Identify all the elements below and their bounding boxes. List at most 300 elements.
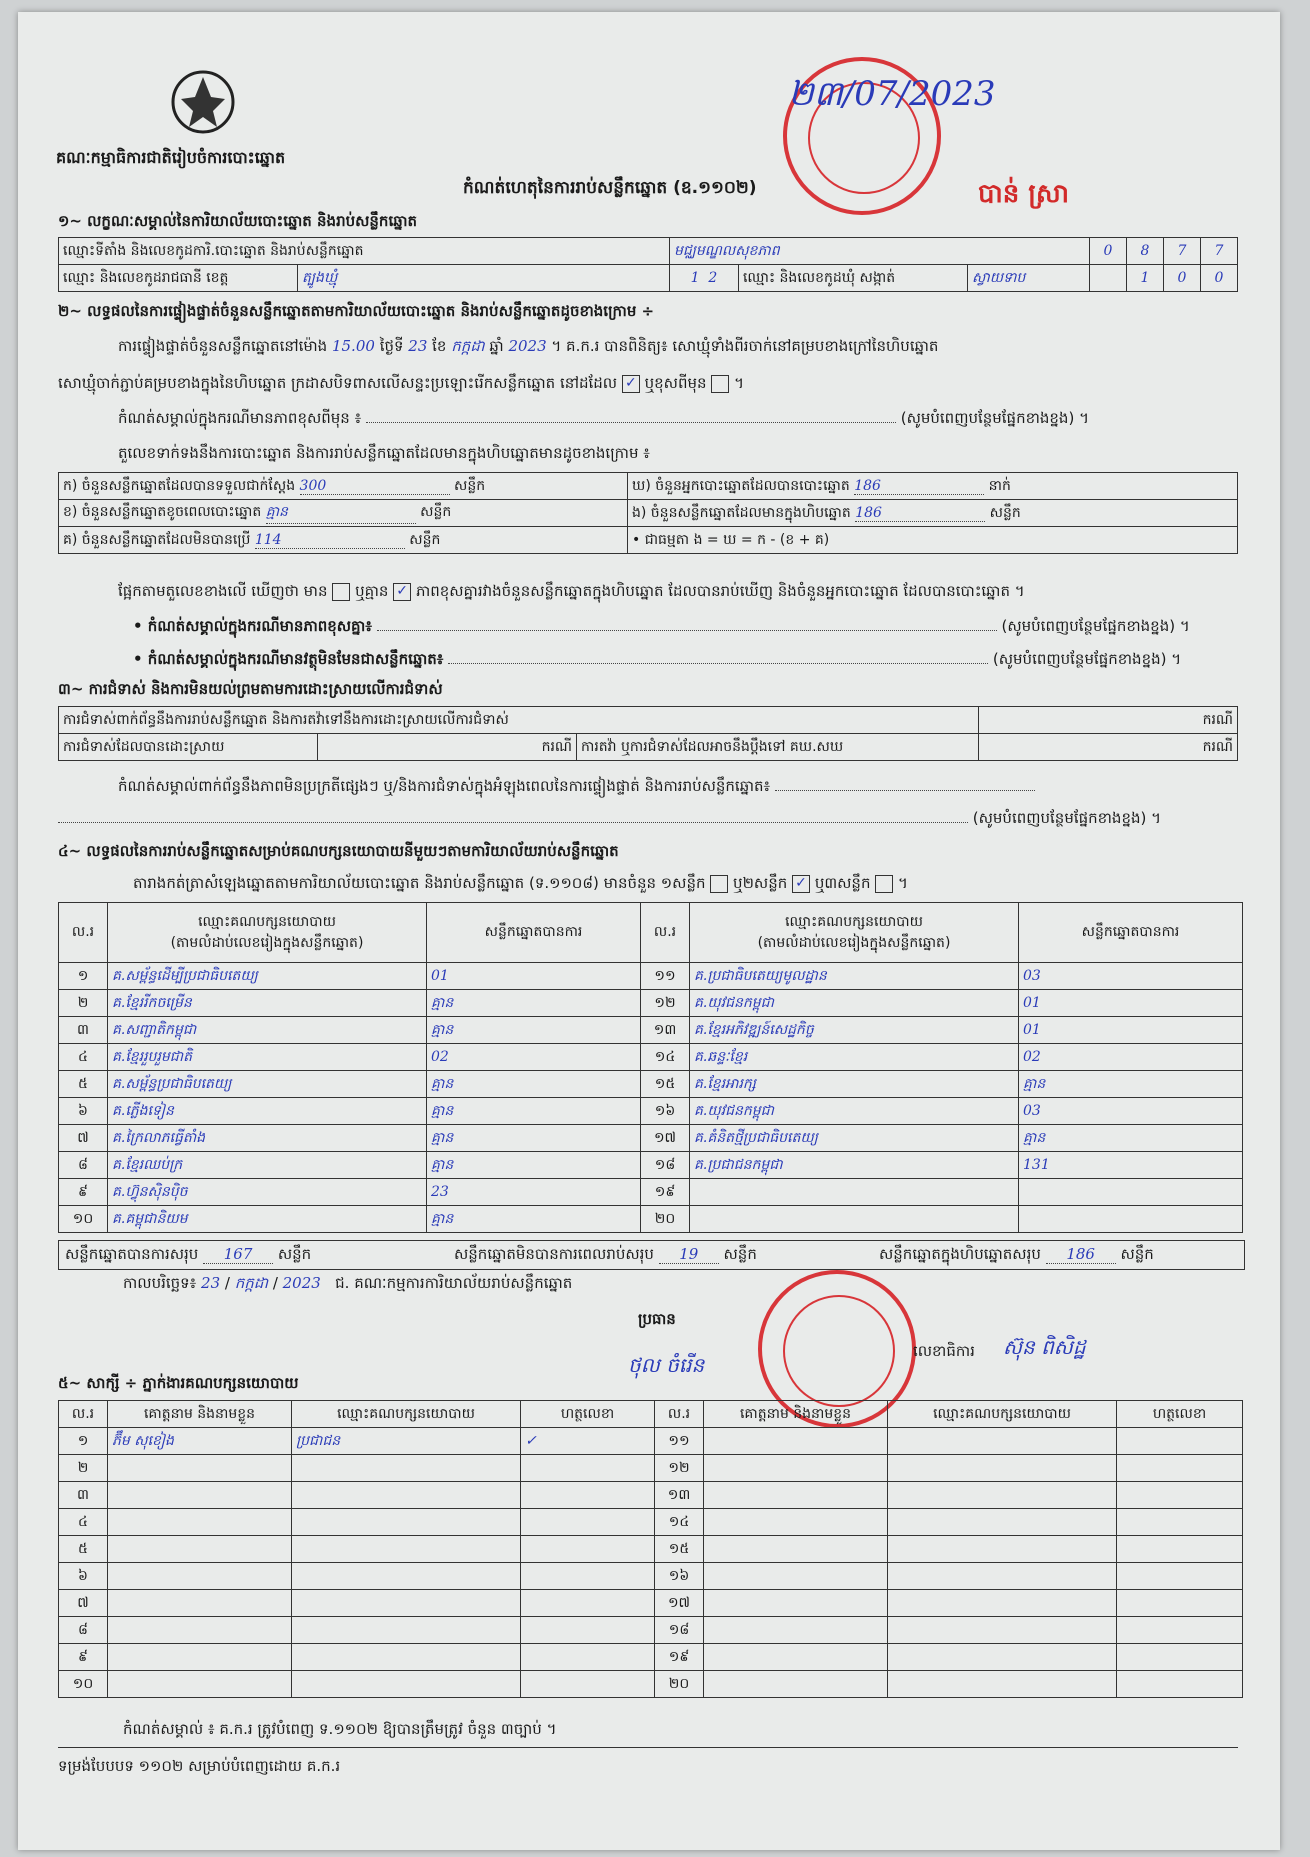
party-name[interactable]: គ.គម្ពុជានិយម — [108, 1206, 427, 1233]
same-checkbox[interactable]: ✓ — [622, 375, 640, 393]
s2-row-a-unit: សន្លឹក — [454, 477, 486, 494]
s2-month[interactable]: កក្កដា — [451, 337, 485, 355]
s2-p5-b: ឬគ្មាន — [355, 582, 389, 600]
party-number: ១៣ — [641, 1017, 690, 1044]
witness-party[interactable] — [888, 1455, 1117, 1482]
party-votes[interactable]: គ្មាន — [1019, 1071, 1243, 1098]
nec-emblem-icon — [163, 67, 243, 137]
s2-b1: • កំណត់សម្គាល់ក្នុងករណីមានភាពខុសគ្នា៖ — [133, 617, 372, 635]
witness-name[interactable] — [704, 1536, 888, 1563]
party-number: ២០ — [641, 1206, 690, 1233]
s2-row-c-value[interactable]: 114 — [255, 532, 405, 549]
witness-name[interactable] — [108, 1671, 292, 1698]
s1-commune-code-3[interactable]: 0 — [1201, 265, 1238, 292]
party-name[interactable]: គ.ប្រជាធិបតេយ្យមូលដ្ឋាន — [690, 963, 1019, 990]
s4-date-label: កាលបរិច្ឆេទ៖ — [123, 1274, 197, 1292]
party-number: ៦ — [59, 1098, 108, 1125]
witness-party[interactable] — [888, 1536, 1117, 1563]
table-row — [59, 1563, 1243, 1590]
witness-number: ១៩ — [655, 1644, 704, 1671]
s3-r2a-case[interactable]: ករណី — [318, 734, 577, 761]
s4-date-row: កាលបរិច្ឆេទ៖ 23 / កក្កដា / 2023 ជ. គណៈកម្មការការិយាល័យរាប់សន្លឹកឆ្នោត — [123, 1274, 573, 1292]
party-votes[interactable]: គ្មាន — [427, 1125, 641, 1152]
table-row — [59, 1590, 1243, 1617]
party-name[interactable]: គ.សម្ព័ន្ធប្រជាធិបតេយ្យ — [108, 1071, 427, 1098]
table-row — [59, 990, 1243, 1017]
s5-footnote: កំណត់សម្គាល់ ៖ គ.ក.រ ត្រូវបំពេញ ទ.១១០២ ឱ្យបានត្រឹមត្រូវ ចំនួន ៣ច្បាប់ ។ — [123, 1720, 557, 1738]
party-number: ៥ — [59, 1071, 108, 1098]
witness-signature[interactable] — [521, 1455, 655, 1482]
committee-name: គណៈកម្មាធិការជាតិរៀបចំការបោះឆ្នោត — [56, 148, 286, 167]
party-votes[interactable]: គ្មាន — [427, 1152, 641, 1179]
witness-number: ៥ — [59, 1536, 108, 1563]
witness-party[interactable] — [888, 1590, 1117, 1617]
s2-row-e-label: ង) ចំនួនសន្លឹកឆ្នោតដែលមានក្នុងហិបឆ្នោត — [632, 504, 851, 521]
s4-total-invalid-group — [454, 1245, 757, 1267]
s4-col-party-left — [108, 903, 427, 963]
s4-opt3: ឬ៣សន្លឹក — [814, 874, 871, 892]
s1-prov-code-1: 1 — [690, 270, 700, 286]
footer-form-label: ទម្រង់បែបបទ ១១០២ សម្រាប់បំពេញដោយ គ.ក.រ — [58, 1757, 341, 1775]
s2-row-e-unit: សន្លឹក — [989, 504, 1021, 521]
witness-name[interactable] — [704, 1644, 888, 1671]
s2-time[interactable]: 15.00 — [331, 337, 375, 355]
witness-party[interactable] — [292, 1482, 521, 1509]
s1-prov-code[interactable] — [669, 265, 738, 292]
s4-total-box[interactable]: 186 — [1046, 1245, 1116, 1264]
table-row — [59, 1536, 1243, 1563]
table-row — [59, 1482, 1243, 1509]
witness-name[interactable] — [108, 1590, 292, 1617]
section4-heading: ៤~ លទ្ធផលនៃការរាប់សន្លឹកឆ្នោតសម្រាប់គណបក្សនយោបាយនីមួយៗតាមការិយាល័យរាប់សន្លឹកឆ្នោត — [58, 842, 619, 860]
has-difference-checkbox[interactable] — [332, 583, 350, 601]
table-row — [59, 1152, 1243, 1179]
s3-note-line2-row — [58, 809, 1238, 831]
s2-row-b-label: ខ) ចំនួនសន្លឹកឆ្នោតខូចពេលបោះឆ្នោត — [63, 504, 262, 520]
s2-p2: សោឃ្មុំចាក់ភ្ជាប់គម្របខាងក្នុងនៃហិបឆ្នោត ក្រដាសបិទពាសលើសន្ទះប្រឡោះរើកសន្លឹកឆ្នោត នៅដដែល — [58, 374, 618, 392]
s2-p3: កំណត់សម្គាល់ក្នុងករណីមានភាពខុសពីមុន ៖ — [118, 409, 362, 427]
party-number: ៧ — [59, 1125, 108, 1152]
s1-row2-value[interactable]: ត្បូងឃ្មុំ — [298, 265, 670, 292]
party-votes[interactable]: គ្មាន — [427, 1206, 641, 1233]
changed-checkbox[interactable] — [711, 375, 729, 393]
s2-bullet2 — [133, 650, 1238, 672]
party-number: ៨ — [59, 1152, 108, 1179]
s4-intro: តារាងកត់ត្រាសំឡេងឆ្នោតតាមការិយាល័យបោះឆ្នោត និងរាប់សន្លឹកឆ្នោត (ទ.១១០៨) មានចំនួន ១សន្លឹក — [133, 874, 706, 892]
s3-note-line2[interactable] — [58, 822, 968, 823]
witness-name[interactable] — [704, 1590, 888, 1617]
party-name[interactable] — [690, 1179, 1019, 1206]
s1-code-3[interactable]: 7 — [1164, 238, 1201, 265]
s4-total-invalid[interactable]: 19 — [659, 1245, 719, 1264]
table-row — [59, 1017, 1243, 1044]
s5-col-name-right: គោត្តនាម និងនាមខ្លួន — [704, 1401, 888, 1428]
s1-row2-value-b[interactable]: ស្វាយទាប — [967, 265, 1089, 292]
party-number: ១២ — [641, 990, 690, 1017]
party-number: ២ — [59, 990, 108, 1017]
party-number: ១ — [59, 963, 108, 990]
s4-col-party-left-sub: (តាមលំដាប់លេខរៀងក្នុងសន្លឹកឆ្នោត) — [170, 934, 364, 951]
witness-party[interactable] — [888, 1482, 1117, 1509]
witness-party[interactable] — [292, 1536, 521, 1563]
sheets3-checkbox[interactable] — [875, 875, 893, 893]
s1-row1-value[interactable]: មជ្ឈមណ្ឌលសុខភាព — [669, 238, 1089, 265]
witness-signature[interactable] — [521, 1590, 655, 1617]
witness-party[interactable] — [292, 1617, 521, 1644]
witness-signature[interactable] — [521, 1617, 655, 1644]
no-difference-checkbox[interactable]: ✓ — [393, 583, 411, 601]
s4-committee-sign: ជ. គណៈកម្មការការិយាល័យរាប់សន្លឹកឆ្នោត — [335, 1274, 573, 1292]
witness-number: ២០ — [655, 1671, 704, 1698]
party-votes[interactable]: 01 — [1019, 1017, 1243, 1044]
s1-commune-code-1[interactable]: 1 — [1127, 265, 1164, 292]
s2-p5-a: ផ្អែកតាមតួលេខខាងលើ ឃើញថា មាន — [118, 582, 328, 600]
party-name[interactable]: គ.ក្រៃលាភធ្វើតាំង — [108, 1125, 427, 1152]
s4-col-party-left-title: ឈ្មោះគណបក្សនយោបាយ — [198, 913, 336, 930]
s2-day[interactable]: 23 — [408, 337, 428, 355]
party-votes[interactable]: 03 — [1019, 1098, 1243, 1125]
table-row — [59, 1098, 1243, 1125]
party-votes[interactable]: 03 — [1019, 963, 1243, 990]
party-name[interactable]: គ.យុវជនកម្ពុជា — [690, 1098, 1019, 1125]
s4-results-table — [58, 902, 1243, 1233]
party-name[interactable]: គ.ខ្មែរអភិវឌ្ឍន៍សេដ្ឋកិច្ច — [690, 1017, 1019, 1044]
s2-row-d-value[interactable]: 186 — [854, 478, 984, 495]
witness-name[interactable] — [108, 1563, 292, 1590]
s5-col-party-left: ឈ្មោះគណបក្សនយោបាយ — [292, 1401, 521, 1428]
witness-name[interactable] — [704, 1509, 888, 1536]
signature-date: ២៣/07/2023 — [788, 74, 996, 114]
witness-name[interactable] — [108, 1482, 292, 1509]
witness-signature[interactable] — [1117, 1671, 1243, 1698]
s5-col-party-right: ឈ្មោះគណបក្សនយោបាយ — [888, 1401, 1117, 1428]
party-number: ៣ — [59, 1017, 108, 1044]
witness-name[interactable] — [108, 1644, 292, 1671]
s1-row2-label: ឈ្មោះ និងលេខកូដរាជធានី ខេត្ត — [59, 265, 298, 292]
s2-figures-table — [58, 472, 1238, 554]
s2-p5-c: ភាពខុសគ្នារវាងចំនួនសន្លឹកឆ្នោតក្នុងហិបឆ្នោត ដែលបានរាប់ឃើញ និងចំនួនអ្នកបោះឆ្នោត ដែលបានបោះឆ្នោត ។ — [415, 582, 1025, 600]
s3-r1: ការជំទាស់ពាក់ព័ន្ធនឹងការរាប់សន្លឹកឆ្នោត និងការតវ៉ាទៅនឹងការដោះស្រាយលើការជំទាស់ — [59, 707, 979, 734]
s2-row-b — [59, 500, 628, 527]
witness-signature[interactable] — [1117, 1509, 1243, 1536]
table-row — [59, 963, 1243, 990]
witness-signature[interactable]: ✓ — [521, 1428, 655, 1455]
section1-heading: ១~ លក្ខណៈសម្គាល់នៃការិយាល័យបោះឆ្នោត និងរាប់សន្លឹកឆ្នោត — [58, 212, 418, 230]
s4-date-month[interactable]: កក្កដា — [234, 1274, 269, 1292]
secretary-name[interactable]: ស៊ុន ពិសិដ្ឋ — [1003, 1335, 1086, 1359]
s2-p1-c: ខែ — [432, 337, 447, 355]
s3-r2b-case[interactable]: ករណី — [979, 734, 1238, 761]
witness-name[interactable] — [704, 1671, 888, 1698]
s2-row-d — [628, 473, 1238, 500]
witness-party[interactable] — [888, 1428, 1117, 1455]
party-name[interactable]: គ.យុវជនកម្ពុជា — [690, 990, 1019, 1017]
s2-row-d-unit: នាក់ — [988, 477, 1011, 494]
s2-b1-line[interactable] — [377, 630, 997, 631]
s3-r2a: ការជំទាស់ដែលបានដោះស្រាយ — [59, 734, 318, 761]
s4-col-no-right: ល.រ — [641, 903, 690, 963]
party-number: ១៨ — [641, 1152, 690, 1179]
s1-code-2[interactable]: 8 — [1127, 238, 1164, 265]
witness-signature[interactable] — [521, 1509, 655, 1536]
witness-signature[interactable] — [1117, 1563, 1243, 1590]
table-row — [59, 1617, 1243, 1644]
table-row — [59, 1644, 1243, 1671]
witness-number: ៦ — [59, 1563, 108, 1590]
s2-p3-line[interactable] — [366, 422, 896, 423]
s2-row-a — [59, 473, 628, 500]
witness-party[interactable] — [292, 1671, 521, 1698]
s2-year[interactable]: 2023 — [508, 337, 547, 355]
witness-party[interactable] — [888, 1671, 1117, 1698]
witness-name[interactable] — [704, 1428, 888, 1455]
witness-number: ៨ — [59, 1617, 108, 1644]
s2-p3-fill: (សូមបំពេញបន្ថែមផ្នែកខាងខ្នង) ។ — [900, 409, 1089, 427]
witness-name[interactable] — [108, 1455, 292, 1482]
witness-party[interactable] — [292, 1563, 521, 1590]
witness-number: ៣ — [59, 1482, 108, 1509]
s2-formula: • ជាធម្មតា ង = ឃ = ក - (ខ + គ) — [628, 527, 1238, 554]
party-name[interactable]: គ.ខ្មែររីកចម្រើន — [108, 990, 427, 1017]
s2-paragraph3 — [118, 409, 1238, 431]
party-votes[interactable]: គ្មាន — [1019, 1125, 1243, 1152]
witness-number: ១៤ — [655, 1509, 704, 1536]
party-name[interactable]: គ.ប្រជាជនកម្ពុជា — [690, 1152, 1019, 1179]
witness-signature[interactable] — [521, 1671, 655, 1698]
witness-party[interactable] — [888, 1644, 1117, 1671]
s1-prov-code-2: 2 — [708, 270, 718, 286]
witness-number: ១៥ — [655, 1536, 704, 1563]
witness-party[interactable] — [888, 1509, 1117, 1536]
witness-party[interactable] — [292, 1644, 521, 1671]
witness-signature[interactable] — [521, 1563, 655, 1590]
party-name[interactable]: គ.ខ្មែរអារក្ស — [690, 1071, 1019, 1098]
witness-name[interactable] — [704, 1455, 888, 1482]
s4-date-year[interactable]: 2023 — [282, 1274, 321, 1292]
s2-paragraph5 — [118, 582, 1025, 604]
witness-number: ៧ — [59, 1590, 108, 1617]
footer-divider — [58, 1747, 1238, 1748]
s3-note-text: កំណត់សម្គាល់ពាក់ព័ន្ធនឹងភាពមិនប្រក្រតីផ្សេងៗ ឬ/និងការជំទាស់ក្នុងអំឡុងពេលនៃការផ្ទៀងផ្ទាត់ និងការរាប់សន្លឹកឆ្នោត៖ — [118, 777, 771, 795]
witness-party[interactable] — [292, 1590, 521, 1617]
s3-table — [58, 706, 1238, 761]
party-name[interactable]: គ.គំនិតថ្មីប្រជាធិបតេយ្យ — [690, 1125, 1019, 1152]
party-number: ១៦ — [641, 1098, 690, 1125]
s2-p1-b: ថ្ងៃទី — [379, 337, 404, 355]
s2-row-a-value[interactable]: 300 — [300, 478, 450, 495]
witness-number: ៩ — [59, 1644, 108, 1671]
table-row — [59, 1671, 1243, 1698]
s5-col-no-right: ល.រ — [655, 1401, 704, 1428]
s2-row-c — [59, 527, 628, 554]
witness-signature[interactable] — [1117, 1590, 1243, 1617]
s2-paragraph1 — [118, 337, 1238, 359]
witness-signature[interactable] — [1117, 1428, 1243, 1455]
party-name[interactable]: គ.សម្ព័ន្ធដើម្បីប្រជាធិបតេយ្យ — [108, 963, 427, 990]
section5-heading: ៥~ សាក្សី ÷ ភ្នាក់ងារគណបក្សនយោបាយ — [58, 1374, 299, 1392]
s2-b2: • កំណត់សម្គាល់ក្នុងករណីមានវត្ថុមិនមែនជាសន្លឹកឆ្នោត៖ — [133, 650, 444, 668]
table-row — [59, 1071, 1243, 1098]
s5-col-sign-left: ហត្ថលេខា — [521, 1401, 655, 1428]
s4-total-box-label: សន្លឹកឆ្នោតក្នុងហិបឆ្នោតសរុប — [879, 1245, 1041, 1263]
witness-signature[interactable] — [1117, 1617, 1243, 1644]
party-votes[interactable] — [1019, 1206, 1243, 1233]
witness-name[interactable] — [108, 1509, 292, 1536]
witness-party[interactable] — [888, 1563, 1117, 1590]
table-row — [59, 1428, 1243, 1455]
s4-total-valid-unit: សន្លឹក — [277, 1245, 312, 1263]
witness-party[interactable] — [292, 1509, 521, 1536]
s1-blank-cell — [1090, 265, 1127, 292]
witness-signature[interactable] — [521, 1482, 655, 1509]
s2-b2-fill: (សូមបំពេញបន្ថែមផ្នែកខាងខ្នង) ។ — [992, 650, 1182, 668]
party-number: ១៩ — [641, 1179, 690, 1206]
witness-name[interactable] — [704, 1617, 888, 1644]
witness-party[interactable]: ប្រជាជន — [292, 1428, 521, 1455]
party-votes[interactable]: គ្មាន — [427, 990, 641, 1017]
document-title: កំណត់ហេតុនៃការរាប់សន្លឹកឆ្នោត (ឧ.១១០២) — [463, 178, 757, 198]
s4-col-votes-right: សន្លឹកឆ្នោតបានការ — [1019, 903, 1243, 963]
party-name[interactable]: គ.ខ្មែររួបរួមជាតិ — [108, 1044, 427, 1071]
s5-col-name-left: គោត្តនាម និងនាមខ្លួន — [108, 1401, 292, 1428]
table-row — [59, 1206, 1243, 1233]
witness-name[interactable] — [108, 1617, 292, 1644]
s4-col-votes-left: សន្លឹកឆ្នោតបានការ — [427, 903, 641, 963]
s2-row-c-unit: សន្លឹក — [409, 531, 441, 548]
s5-witness-table — [58, 1400, 1243, 1698]
s4-total-valid[interactable]: 167 — [203, 1245, 273, 1264]
s1-code-4[interactable]: 7 — [1201, 238, 1238, 265]
party-name[interactable]: គ.ខ្មែរឈប់ក្រ — [108, 1152, 427, 1179]
party-votes[interactable] — [1019, 1179, 1243, 1206]
party-votes[interactable]: 02 — [1019, 1044, 1243, 1071]
party-votes[interactable]: គ្មាន — [427, 1071, 641, 1098]
section3-heading: ៣~ ការជំទាស់ និងការមិនយល់ព្រមតាមការដោះស្រាយលើការជំទាស់ — [58, 680, 443, 698]
s2-row-e — [628, 500, 1238, 527]
party-name[interactable]: គ.សញ្ជាតិកម្ពុជា — [108, 1017, 427, 1044]
document-page — [18, 12, 1280, 1850]
witness-name[interactable] — [704, 1563, 888, 1590]
sheets2-checkbox[interactable]: ✓ — [792, 875, 810, 893]
witness-party[interactable] — [888, 1617, 1117, 1644]
s4-total-box-unit: សន្លឹក — [1120, 1245, 1154, 1263]
s4-total-valid-label: សន្លឹកឆ្នោតបានការសរុប — [65, 1245, 199, 1263]
witness-number: ១០ — [59, 1671, 108, 1698]
witness-party[interactable] — [292, 1455, 521, 1482]
witness-signature[interactable] — [521, 1536, 655, 1563]
witness-name[interactable] — [704, 1482, 888, 1509]
witness-number: ២ — [59, 1455, 108, 1482]
witness-signature[interactable] — [1117, 1644, 1243, 1671]
s5-col-no-left: ល.រ — [59, 1401, 108, 1428]
party-name[interactable]: គ.ហ៊្វុនស៊ិនប៉ិច — [108, 1179, 427, 1206]
witness-number: ៤ — [59, 1509, 108, 1536]
s2-row-b-value[interactable]: គ្មាន — [266, 502, 416, 524]
s2-row-e-value[interactable]: 186 — [855, 505, 985, 522]
witness-signature[interactable] — [1117, 1455, 1243, 1482]
witness-number: ១ — [59, 1428, 108, 1455]
party-number: ៤ — [59, 1044, 108, 1071]
s3-fill: (សូមបំពេញបន្ថែមផ្នែកខាងខ្នង) ។ — [972, 809, 1162, 827]
s2-row-c-label: គ) ចំនួនសន្លឹកឆ្នោតដែលមិនបានប្រើ — [63, 531, 251, 548]
s4-totals-row — [58, 1240, 1245, 1270]
party-name[interactable] — [690, 1206, 1019, 1233]
s4-col-no-left: ល.រ — [59, 903, 108, 963]
s2-paragraph4: តួលេខទាក់ទងនឹងការបោះឆ្នោត និងការរាប់សន្លឹកឆ្នោតដែលមានក្នុងហិបឆ្នោតមានដូចខាងក្រោម ៖ — [118, 444, 650, 462]
secretary-label: លេខាធិការ — [913, 1342, 975, 1360]
s5-col-sign-right: ហត្ថលេខា — [1117, 1401, 1243, 1428]
s4-total-valid-group — [65, 1245, 311, 1267]
sheets1-checkbox[interactable] — [710, 875, 728, 893]
witness-number: ១១ — [655, 1428, 704, 1455]
party-votes[interactable]: គ្មាន — [427, 1017, 641, 1044]
witness-number: ១៧ — [655, 1590, 704, 1617]
s1-code-1[interactable]: 0 — [1090, 238, 1127, 265]
chair-label: ប្រធាន — [638, 1310, 676, 1328]
party-name[interactable]: គ.ភ្លើងទៀន — [108, 1098, 427, 1125]
witness-number: ១៦ — [655, 1563, 704, 1590]
party-votes[interactable]: 01 — [1019, 990, 1243, 1017]
party-votes[interactable]: គ្មាន — [427, 1098, 641, 1125]
party-number: ៩ — [59, 1179, 108, 1206]
witness-name[interactable]: ភ៊ឹម សុខៀង — [108, 1428, 292, 1455]
witness-number: ១២ — [655, 1455, 704, 1482]
s4-col-party-right — [690, 903, 1019, 963]
s2-row-a-label: ក) ចំនួនសន្លឹកឆ្នោតដែលបានទទួលជាក់ស្តែង — [63, 477, 296, 494]
witness-signature[interactable] — [521, 1644, 655, 1671]
party-number: ១៤ — [641, 1044, 690, 1071]
section2-heading: ២~ លទ្ធផលនៃការផ្ទៀងផ្ទាត់ចំនួនសន្លឹកឆ្នោតតាមការិយាល័យបោះឆ្នោត និងរាប់សន្លឹកឆ្នោតដូចខាងក្រោម ÷ — [58, 302, 655, 320]
s1-commune-code-2[interactable]: 0 — [1164, 265, 1201, 292]
s2-p1-e: ។ គ.ក.រ បានពិនិត្យ៖ សោឃ្មុំទាំងពីរចាក់នៅគម្របខាងក្រៅនៃហិបឆ្នោត — [551, 337, 939, 355]
party-number: ១០ — [59, 1206, 108, 1233]
s4-total-invalid-unit: សន្លឹក — [723, 1245, 757, 1263]
s4-col-party-right-title: ឈ្មោះគណបក្សនយោបាយ — [785, 913, 923, 930]
s2-row-b-unit: សន្លឹក — [420, 504, 452, 520]
witness-name[interactable] — [108, 1536, 292, 1563]
s3-note — [118, 777, 1238, 799]
s3-note-line1[interactable] — [775, 790, 1035, 791]
s4-date-day[interactable]: 23 — [201, 1274, 221, 1292]
s2-row-d-label: ឃ) ចំនួនអ្នកបោះឆ្នោតដែលបានបោះឆ្នោត — [632, 477, 850, 494]
witness-signature[interactable] — [1117, 1536, 1243, 1563]
s4-total-box-group — [879, 1245, 1154, 1267]
s2-paragraph2: សោឃ្មុំចាក់ភ្ជាប់គម្របខាងក្នុងនៃហិបឆ្នោត ក្រដាសបិទពាសលើសន្ទះប្រឡោះរើកសន្លឹកឆ្នោត នៅដដែល ✓ ឬខុសពីមុន ។ — [58, 374, 744, 392]
party-number: ១៧ — [641, 1125, 690, 1152]
party-number: ១៥ — [641, 1071, 690, 1098]
s2-b2-line[interactable] — [448, 663, 988, 664]
s4-col-party-right-sub: (តាមលំដាប់លេខរៀងក្នុងសន្លឹកឆ្នោត) — [757, 934, 951, 951]
party-name[interactable]: គ.ឆន្ទៈខ្មែរ — [690, 1044, 1019, 1071]
chair-name[interactable]: ថុល ចំរើន — [628, 1353, 705, 1377]
party-votes[interactable]: 131 — [1019, 1152, 1243, 1179]
s2-bullet1 — [133, 617, 1238, 639]
s3-r1-case[interactable]: ករណី — [979, 707, 1238, 734]
table-row — [59, 1509, 1243, 1536]
s4-opt2: ឬ២សន្លឹក — [733, 874, 788, 892]
witness-number: ១៣ — [655, 1482, 704, 1509]
table-row — [59, 1125, 1243, 1152]
witness-signature[interactable] — [1117, 1482, 1243, 1509]
s2-p1-d: ឆ្នាំ — [489, 337, 504, 355]
s3-r2b: ការតវ៉ា ឬការជំទាស់ដែលអាចនឹងប្តឹងទៅ គឃ.សឃ — [577, 734, 979, 761]
party-votes[interactable]: 02 — [427, 1044, 641, 1071]
s2-b1-fill: (សូមបំពេញបន្ថែមផ្នែកខាងខ្នង) ។ — [1001, 617, 1190, 635]
s1-row1-label: ឈ្មោះទីតាំង និងលេខកូដការិ.បោះឆ្នោត និងរាប់សន្លឹកឆ្នោត — [59, 238, 670, 265]
table-row — [59, 1455, 1243, 1482]
party-votes[interactable]: 23 — [427, 1179, 641, 1206]
party-votes[interactable]: 01 — [427, 963, 641, 990]
